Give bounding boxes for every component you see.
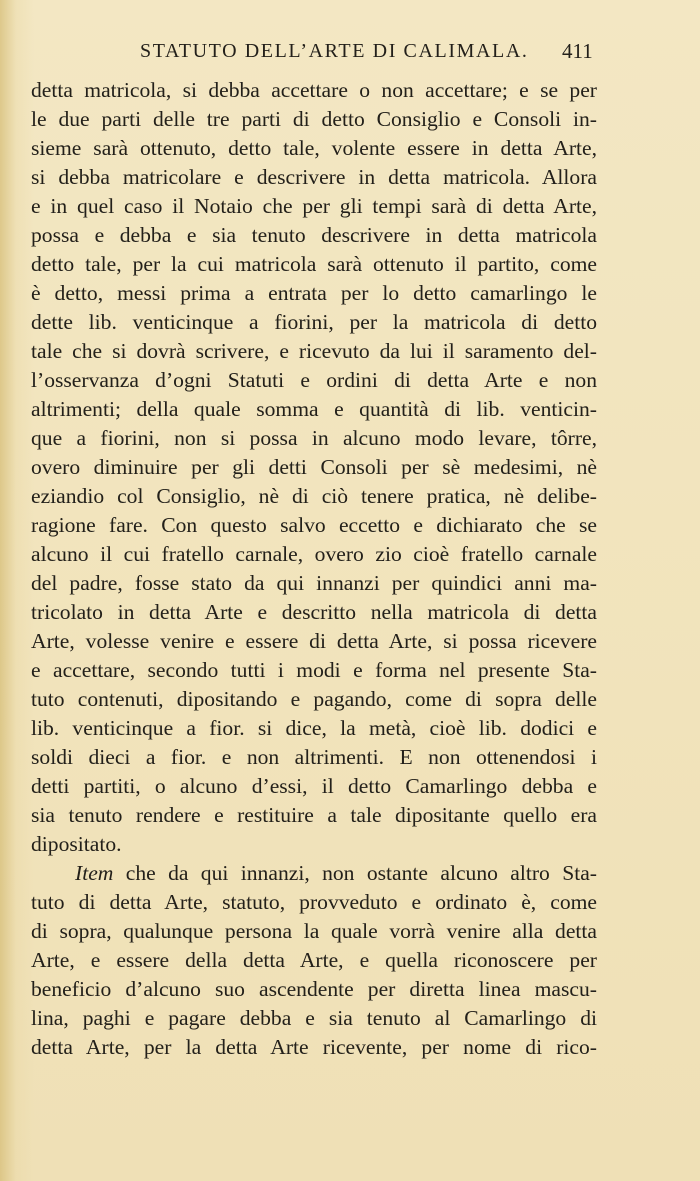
text-line: dette lib. venticinque a fiorini, per la matricola di detto	[31, 310, 597, 334]
text-line: detta matricola, si debba accettare o non accettare; e se per	[31, 78, 597, 102]
text-line: overo diminuire per gli detti Consoli per sè medesimi, nè	[31, 455, 597, 479]
item-first-line-text: che da qui innanzi, non ostante alcuno altro Sta-	[113, 861, 597, 885]
text-line: detti partiti, o alcuno d’essi, il detto Camarlingo debba e	[31, 774, 597, 798]
text-line: sieme sarà ottenuto, detto tale, volente essere in detta Arte,	[31, 136, 597, 160]
paragraph-last-line: dipositato.	[31, 832, 122, 856]
text-line: ragione fare. Con questo salvo eccetto e dichiarato che se	[31, 513, 597, 537]
text-line: tuto di detta Arte, statuto, provveduto e ordinato è, come	[31, 890, 597, 914]
text-line: e accettare, secondo tutti i modi e forma nel presente Sta-	[31, 658, 597, 682]
text-line: le due parti delle tre parti di detto Consiglio e Consoli in-	[31, 107, 597, 131]
text-line: alcuno il cui fratello carnale, overo zio cioè fratello carnale	[31, 542, 597, 566]
text-line: tuto contenuti, dipositando e pagando, come di sopra delle	[31, 687, 597, 711]
text-line: detta Arte, per la detta Arte ricevente, per nome di rico-	[31, 1035, 597, 1059]
text-line: si debba matricolare e descrivere in detta matricola. Allora	[31, 165, 597, 189]
text-line: del padre, fosse stato da qui innanzi per quindici anni ma-	[31, 571, 597, 595]
text-line: Arte, e essere della detta Arte, e quella riconoscere per	[31, 948, 597, 972]
body-text	[31, 76, 597, 1062]
item-word: Item	[75, 861, 114, 885]
text-line: l’osservanza d’ogni Statuti e ordini di detta Arte e non	[31, 368, 597, 392]
text-line: è detto, messi prima a entrata per lo detto camarlingo le	[31, 281, 597, 305]
text-line: detto tale, per la cui matricola sarà ottenuto il partito, come	[31, 252, 597, 276]
text-line: possa e debba e sia tenuto descrivere in detta matricola	[31, 223, 597, 247]
text-line: soldi dieci a fior. e non altrimenti. E non ottenendosi i	[31, 745, 597, 769]
text-line: sia tenuto rendere e restituire a tale dipositante quello era	[31, 803, 597, 827]
text-line: Arte, volesse venire e essere di detta Arte, si possa ricevere	[31, 629, 597, 653]
text-line: eziandio col Consiglio, nè di ciò tenere pratica, nè delibe-	[31, 484, 597, 508]
running-title: STATUTO DELL’ARTE DI CALIMALA.	[140, 40, 529, 62]
text-line: lina, paghi e pagare debba e sia tenuto al Camarlingo di	[31, 1006, 597, 1030]
text-line: lib. venticinque a fior. si dice, la metà, cioè lib. dodici e	[31, 716, 597, 740]
page-number: 411	[562, 39, 593, 63]
text-line: que a fiorini, non si possa in alcuno modo levare, tôrre,	[31, 426, 597, 450]
text-line: tale che si dovrà scrivere, e ricevuto da lui il saramento del-	[31, 339, 597, 363]
text-line: beneficio d’alcuno suo ascendente per diretta linea mascu-	[31, 977, 597, 1001]
page-header	[0, 36, 700, 66]
text-line: di sopra, qualunque persona la quale vorrà venire alla detta	[31, 919, 597, 943]
text-line: e in quel caso il Notaio che per gli tempi sarà di detta Arte,	[31, 194, 597, 218]
item-first-line	[31, 859, 597, 888]
text-line: tricolato in detta Arte e descritto nella matricola di detta	[31, 600, 597, 624]
text-line: altrimenti; della quale somma e quantità di lib. venticin-	[31, 397, 597, 421]
